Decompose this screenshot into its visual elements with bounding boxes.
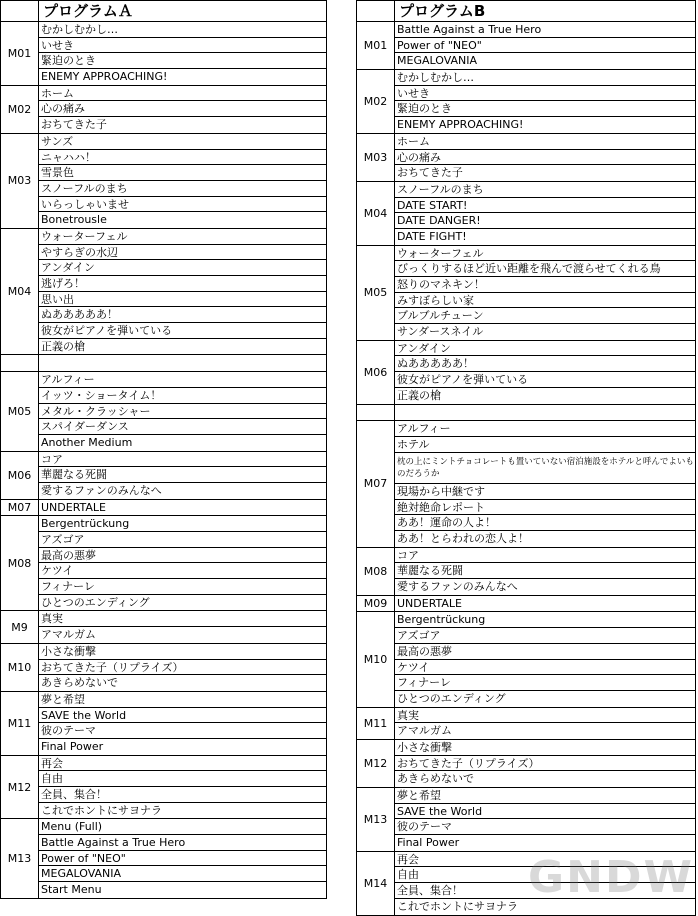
track-title: UNDERTALE bbox=[397, 596, 463, 610]
track-title: Final Power bbox=[397, 836, 460, 850]
track-title: ひとつのエンディング bbox=[41, 595, 150, 609]
track-title: 華麗なる死闘 bbox=[39, 467, 326, 483]
track-title: ブルブルチューン bbox=[395, 308, 695, 324]
movement-group-m03 bbox=[1, 134, 326, 229]
track-title: やすらぎの水辺 bbox=[39, 245, 326, 261]
movement-group-m12 bbox=[1, 756, 326, 820]
track-title: ウォーターフェル bbox=[39, 229, 326, 245]
track-title: DATE FIGHT! bbox=[397, 229, 467, 243]
movement-group-m05 bbox=[357, 246, 695, 341]
track-list bbox=[395, 596, 695, 612]
movement-label: M03 bbox=[1, 134, 39, 228]
track-title: アルフィー bbox=[395, 421, 695, 437]
track-title: ぬあああああ！ bbox=[39, 307, 326, 323]
track-list bbox=[39, 452, 326, 499]
track-title: これでホントにサヨナラ bbox=[397, 899, 518, 913]
track-title: Battle Against a True Hero bbox=[39, 835, 326, 851]
track-title: 逃げろ！ bbox=[39, 276, 326, 292]
track-list bbox=[39, 22, 326, 85]
track-title: 彼のテーマ bbox=[395, 819, 695, 835]
movement-label: M03 bbox=[357, 134, 395, 181]
track-title: ホーム bbox=[395, 134, 695, 150]
track-title: フィナーレ bbox=[39, 579, 326, 595]
track-title: ひとつのエンディング bbox=[397, 691, 506, 705]
movement-label: M01 bbox=[1, 22, 39, 85]
program-a-body bbox=[1, 22, 326, 898]
track-title: あきらめないで bbox=[41, 676, 118, 690]
movement-group-m01 bbox=[357, 22, 695, 70]
track-title: 正義の槍 bbox=[397, 388, 441, 402]
track-title: Bonetrousle bbox=[41, 213, 107, 227]
program-a-table bbox=[0, 0, 327, 899]
track-title: ENEMY APPROACHING! bbox=[397, 118, 524, 132]
program-b-table bbox=[356, 0, 696, 916]
track-list bbox=[39, 756, 326, 819]
header-blank-cell bbox=[1, 1, 39, 21]
track-title: ウォーターフェル bbox=[395, 246, 695, 262]
movement-label: M01 bbox=[357, 22, 395, 69]
track-title: Start Menu bbox=[41, 883, 102, 897]
track-title: 絶対絶命レポート bbox=[395, 500, 695, 516]
track-list bbox=[395, 246, 695, 340]
track-title: アズゴア bbox=[39, 532, 326, 548]
movement-group-m07 bbox=[357, 421, 695, 548]
track-list bbox=[395, 341, 695, 404]
movement-group-m11 bbox=[1, 692, 326, 756]
track-title: いらっしゃいませ bbox=[39, 197, 326, 213]
track-title: 再会 bbox=[395, 852, 695, 868]
track-title: ケツイ bbox=[395, 660, 695, 676]
track-list bbox=[395, 70, 695, 133]
track-title: SAVE the World bbox=[39, 708, 326, 724]
track-list bbox=[395, 612, 695, 706]
track-list bbox=[39, 355, 326, 371]
movement-group-m02 bbox=[357, 70, 695, 134]
track-title: 怒りのマネキン！ bbox=[395, 277, 695, 293]
track-title: スパイダーダンス bbox=[39, 419, 326, 435]
movement-group-m10 bbox=[1, 644, 326, 692]
track-title: 彼のテーマ bbox=[39, 723, 326, 739]
program-a-title: プログラムＡ bbox=[43, 2, 133, 20]
track-title: 自由 bbox=[395, 867, 695, 883]
track-title: MEGALOVANIA bbox=[397, 54, 478, 68]
track-title: イッツ・ショータイム！ bbox=[39, 388, 326, 404]
movement-group-m13 bbox=[357, 788, 695, 852]
track-title: 真実 bbox=[39, 611, 326, 627]
spacer-row bbox=[357, 405, 695, 422]
track-title: 雪景色 bbox=[39, 165, 326, 181]
track-list bbox=[395, 22, 695, 69]
track-title: Bergentrückung bbox=[395, 612, 695, 628]
movement-group-m13 bbox=[1, 819, 326, 897]
track-list bbox=[39, 372, 326, 450]
track-title: 華麗なる死闘 bbox=[395, 563, 695, 579]
movement-label: M14 bbox=[357, 852, 395, 915]
track-title: アズゴア bbox=[395, 628, 695, 644]
track-title: スノーフルのまち bbox=[395, 182, 695, 198]
track-title: DATE DANGER! bbox=[395, 213, 695, 229]
movement-label: M09 bbox=[357, 596, 395, 612]
spacer-row bbox=[1, 355, 326, 372]
movement-group-m03 bbox=[357, 134, 695, 182]
track-title: おちてきた子 bbox=[397, 166, 463, 180]
movement-label: M12 bbox=[1, 756, 39, 819]
track-title: メタル・クラッシャー bbox=[39, 404, 326, 420]
track-title: 愛するファンのみんなへ bbox=[41, 483, 162, 497]
track-list bbox=[395, 788, 695, 851]
track-title: 最高の悪夢 bbox=[39, 548, 326, 564]
track-title: Power of "NEO" bbox=[395, 38, 695, 54]
program-b-title: プログラムB bbox=[399, 2, 486, 20]
track-list bbox=[395, 708, 695, 739]
track-list bbox=[39, 500, 326, 516]
movement-label: M07 bbox=[1, 500, 39, 516]
track-title: Battle Against a True Hero bbox=[395, 22, 695, 38]
track-title: おちてきた子 bbox=[41, 118, 107, 132]
track-title: スノーフルのまち bbox=[39, 181, 326, 197]
track-title: アンダイン bbox=[395, 341, 695, 357]
track-title: 全員、集合！ bbox=[395, 883, 695, 899]
header-blank-cell bbox=[357, 1, 395, 21]
track-title: これでホントにサヨナラ bbox=[41, 803, 162, 817]
track-title: UNDERTALE bbox=[41, 500, 107, 514]
program-a-header bbox=[1, 1, 326, 22]
movement-label: M10 bbox=[357, 612, 395, 706]
track-title: おちてきた子（リプライズ） bbox=[39, 660, 326, 676]
track-title: SAVE the World bbox=[395, 804, 695, 820]
track-title: 愛するファンのみんなへ bbox=[397, 580, 518, 594]
track-title: Menu (Full) bbox=[39, 819, 326, 835]
track-title: アルフィー bbox=[39, 372, 326, 388]
track-title: いせき bbox=[395, 86, 695, 102]
movement-group-m9 bbox=[1, 611, 326, 643]
track-list bbox=[39, 134, 326, 228]
track-title: びっくりするほど近い距離を飛んで渡らせてくれる鳥 bbox=[395, 261, 695, 277]
track-title: 思い出 bbox=[39, 292, 326, 308]
track-title bbox=[39, 355, 326, 371]
movement-label: M05 bbox=[1, 372, 39, 450]
program-b-body bbox=[357, 22, 695, 915]
track-title: DATE START! bbox=[395, 198, 695, 214]
movement-group-m10 bbox=[357, 612, 695, 707]
track-title: 真実 bbox=[395, 708, 695, 724]
movement-label bbox=[357, 405, 395, 421]
track-title: 枕の上にミントチョコレートも置いていない宿泊施設をホテルと呼んでよいものだろうか bbox=[395, 453, 695, 484]
track-title: MEGALOVANIA bbox=[39, 866, 326, 882]
track-title: むかしむかし… bbox=[39, 22, 326, 38]
track-list bbox=[39, 611, 326, 642]
movement-group-m05 bbox=[1, 372, 326, 451]
track-title: むかしむかし… bbox=[395, 70, 695, 86]
track-title: みすぼらしい家 bbox=[395, 293, 695, 309]
track-list bbox=[395, 740, 695, 787]
track-title: 全員、集合！ bbox=[39, 787, 326, 803]
movement-group-m06 bbox=[357, 341, 695, 405]
track-title: サンダースネイル bbox=[397, 325, 484, 339]
movement-group-m09 bbox=[357, 596, 695, 613]
movement-group-m06 bbox=[1, 452, 326, 500]
movement-group-m08 bbox=[357, 548, 695, 596]
track-title: 夢と希望 bbox=[39, 692, 326, 708]
movement-label: M9 bbox=[1, 611, 39, 642]
track-title: ああ！運命の人よ！ bbox=[395, 515, 695, 531]
track-title: ENEMY APPROACHING! bbox=[41, 70, 168, 84]
track-title: 正義の槍 bbox=[41, 339, 85, 353]
track-title: 緊迫のとき bbox=[39, 53, 326, 69]
movement-label: M02 bbox=[357, 70, 395, 133]
movement-label: M06 bbox=[357, 341, 395, 404]
track-title: 心の痛み bbox=[39, 101, 326, 117]
track-title: 自由 bbox=[39, 771, 326, 787]
track-title: コア bbox=[395, 548, 695, 564]
track-title: 現場から中継です bbox=[395, 484, 695, 500]
movement-label: M11 bbox=[357, 708, 395, 739]
track-title: Power of "NEO" bbox=[39, 851, 326, 867]
track-title: Another Medium bbox=[41, 435, 133, 449]
track-title: アンダイン bbox=[39, 260, 326, 276]
track-title: Bergentrückung bbox=[39, 516, 326, 532]
movement-group-m08 bbox=[1, 516, 326, 611]
track-list bbox=[395, 405, 695, 421]
movement-group-m07 bbox=[1, 500, 326, 517]
track-title: フィナーレ bbox=[395, 675, 695, 691]
movement-group-m04 bbox=[1, 229, 326, 356]
movement-group-m11 bbox=[357, 708, 695, 740]
track-title: いせき bbox=[39, 38, 326, 54]
track-list bbox=[39, 692, 326, 755]
track-list bbox=[395, 548, 695, 595]
movement-label: M13 bbox=[357, 788, 395, 851]
track-title: アマルガム bbox=[397, 724, 452, 738]
track-title: ホテル bbox=[395, 437, 695, 453]
track-title: ニャハハ！ bbox=[39, 150, 326, 166]
track-list bbox=[39, 819, 326, 897]
movement-label: M06 bbox=[1, 452, 39, 499]
track-title: サンズ bbox=[39, 134, 326, 150]
track-title: ケツイ bbox=[39, 563, 326, 579]
track-list bbox=[395, 182, 695, 245]
track-title: 緊迫のとき bbox=[395, 101, 695, 117]
movement-group-m02 bbox=[1, 86, 326, 134]
track-title bbox=[395, 405, 695, 421]
movement-group-m04 bbox=[357, 182, 695, 246]
track-title: 彼女がピアノを弾いている bbox=[395, 372, 695, 388]
movement-label bbox=[1, 355, 39, 371]
movement-label: M13 bbox=[1, 819, 39, 897]
track-title: ぬあああああ！ bbox=[395, 356, 695, 372]
program-b-header bbox=[357, 1, 695, 22]
movement-label: M08 bbox=[357, 548, 395, 595]
track-list bbox=[395, 134, 695, 181]
track-list bbox=[39, 644, 326, 691]
track-title: Final Power bbox=[41, 739, 104, 753]
movement-group-m01 bbox=[1, 22, 326, 86]
track-title: 小さな衝撃 bbox=[39, 644, 326, 660]
movement-label: M04 bbox=[357, 182, 395, 245]
track-list bbox=[39, 516, 326, 610]
watermark-logo: GNDW bbox=[528, 852, 694, 903]
track-title: ホーム bbox=[39, 86, 326, 102]
track-title: 最高の悪夢 bbox=[395, 644, 695, 660]
movement-label: M12 bbox=[357, 740, 395, 787]
track-list bbox=[395, 421, 695, 547]
movement-label: M05 bbox=[357, 246, 395, 340]
track-list bbox=[39, 229, 326, 355]
track-title: 夢と希望 bbox=[395, 788, 695, 804]
movement-label: M04 bbox=[1, 229, 39, 355]
track-title: 小さな衝撃 bbox=[395, 740, 695, 756]
track-title: 彼女がピアノを弾いている bbox=[39, 323, 326, 339]
track-title: 心の痛み bbox=[395, 150, 695, 166]
track-title: ああ！とらわれの恋人よ！ bbox=[397, 532, 529, 546]
movement-label: M11 bbox=[1, 692, 39, 755]
track-list bbox=[39, 86, 326, 133]
movement-label: M07 bbox=[357, 421, 395, 547]
track-title: 再会 bbox=[39, 756, 326, 772]
track-title: あきらめないで bbox=[397, 772, 474, 786]
track-title: おちてきた子（リプライズ） bbox=[395, 756, 695, 772]
track-title: アマルガム bbox=[41, 628, 96, 642]
movement-label: M02 bbox=[1, 86, 39, 133]
track-title: コア bbox=[39, 452, 326, 468]
movement-group-m12 bbox=[357, 740, 695, 788]
movement-label: M08 bbox=[1, 516, 39, 610]
movement-label: M10 bbox=[1, 644, 39, 691]
